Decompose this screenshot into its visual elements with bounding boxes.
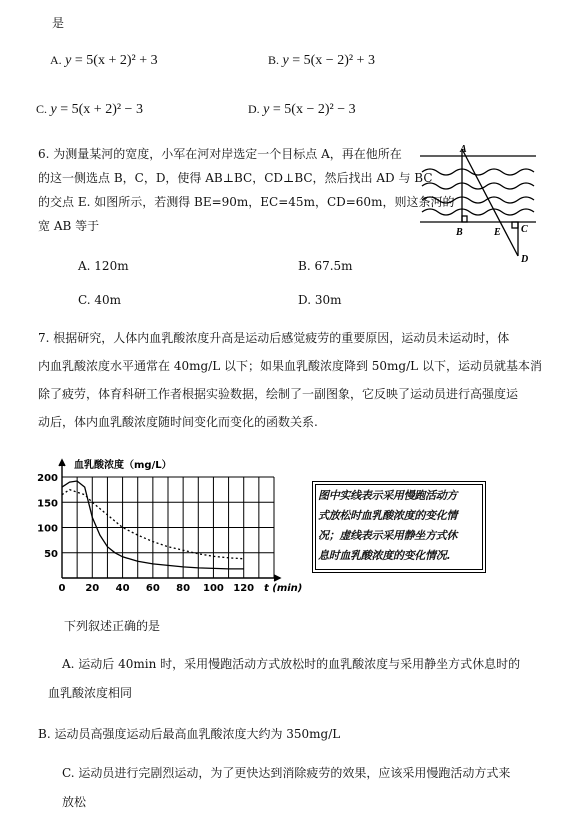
label-a: A: [460, 144, 467, 155]
q5-option-c: C. y = 5(x + 2)² − 3: [36, 102, 143, 117]
q7-line-1: 7. 根据研究，人体内血乳酸浓度升高是运动后感觉疲劳的重要原因，运动员未运动时，体: [38, 331, 510, 345]
y-tick-label: 100: [37, 523, 58, 535]
label-c: C: [521, 224, 528, 235]
question-fragment: 是: [52, 16, 65, 30]
q7-prompt: 下列叙述正确的是: [64, 619, 161, 633]
q7-line-2: 内血乳酸浓度水平通常在 40mg/L 以下；如果血乳酸浓度降到 50mg/L 以下，运动员就基本消: [38, 359, 542, 373]
q7-line-4: 动后，体内血乳酸浓度随时间变化而变化的函数关系.: [38, 415, 318, 429]
q6-line-1: 6. 为测量某河的宽度，小军在河对岸选定一个目标点 A，再在他所在: [38, 147, 402, 161]
x-tick-label: 20: [85, 583, 100, 594]
q6-option-c: C. 40m: [78, 293, 122, 307]
x-tick-label: 80: [176, 583, 191, 594]
x-tick-label: 0: [58, 583, 66, 594]
q7-line-3: 除了疲劳，体育科研工作者根据实验数据，绘制了一副图象，它反映了运动员进行高强度运: [38, 387, 519, 401]
q7-option-c-line1: C. 运动员进行完剧烈运动，为了更快达到消除疲劳的效果，应该采用慢跑活动方式来: [62, 766, 511, 780]
y-axis-label: 血乳酸浓度（mg/L）: [74, 460, 172, 471]
q6-option-d: D. 30m: [298, 293, 342, 307]
y-tick-label: 150: [37, 498, 58, 510]
q5-option-a: A. y = 5(x + 2)² + 3: [50, 53, 158, 68]
x-tick-label: 120: [233, 583, 255, 594]
x-tick-label: 100: [202, 583, 224, 594]
q6-line-3: 的交点 E. 如图所示，若测得 BE=90m，EC=45m，CD=60m，则这条河的: [38, 195, 455, 209]
label-e: E: [494, 227, 501, 238]
q6-option-b: B. 67.5m: [298, 259, 353, 273]
q6-line-2: 的这一侧选点 B，C，D，使得 AB⊥BC，CD⊥BC，然后找出 AD 与 BC: [38, 171, 433, 185]
note-line: 式放松时血乳酸浓度的变化情: [318, 509, 458, 522]
q7-option-c-line2: 放松: [62, 795, 87, 809]
x-axis-arrow: [274, 575, 280, 581]
label-b: B: [456, 227, 463, 238]
q7-option-a-line2: 血乳酸浓度相同: [48, 686, 133, 700]
q6-option-a: A. 120m: [78, 259, 129, 273]
label-d: D: [521, 254, 529, 265]
x-axis-label: t (min): [264, 583, 303, 594]
q7-option-a-line1: A. 运动后 40min 时，采用慢跑活动方式放松时的血乳酸浓度与采用静坐方式休息时的: [62, 657, 521, 671]
y-tick-label: 50: [44, 548, 58, 560]
q5-option-b: B. y = 5(x − 2)² + 3: [268, 53, 375, 68]
y-axis-arrow: [59, 460, 65, 466]
q5-option-d: D. y = 5(x − 2)² − 3: [248, 102, 356, 117]
chart-note-box: [312, 481, 486, 573]
x-tick-label: 60: [145, 583, 160, 594]
q6-line-4: 宽 AB 等于: [38, 219, 100, 233]
note-line: 息时血乳酸浓度的变化情况.: [318, 549, 450, 562]
y-tick-label: 200: [37, 473, 58, 484]
note-line: 图中实线表示采用慢跑活动方: [318, 489, 458, 502]
note-line: 况；虚线表示采用静坐方式休: [318, 529, 458, 542]
lactate-chart: [34, 455, 303, 595]
x-tick-label: 40: [115, 583, 130, 594]
q7-option-b: B. 运动员高强度运动后最高血乳酸浓度大约为 350mg/L: [38, 727, 341, 741]
river-figure: [418, 146, 538, 266]
